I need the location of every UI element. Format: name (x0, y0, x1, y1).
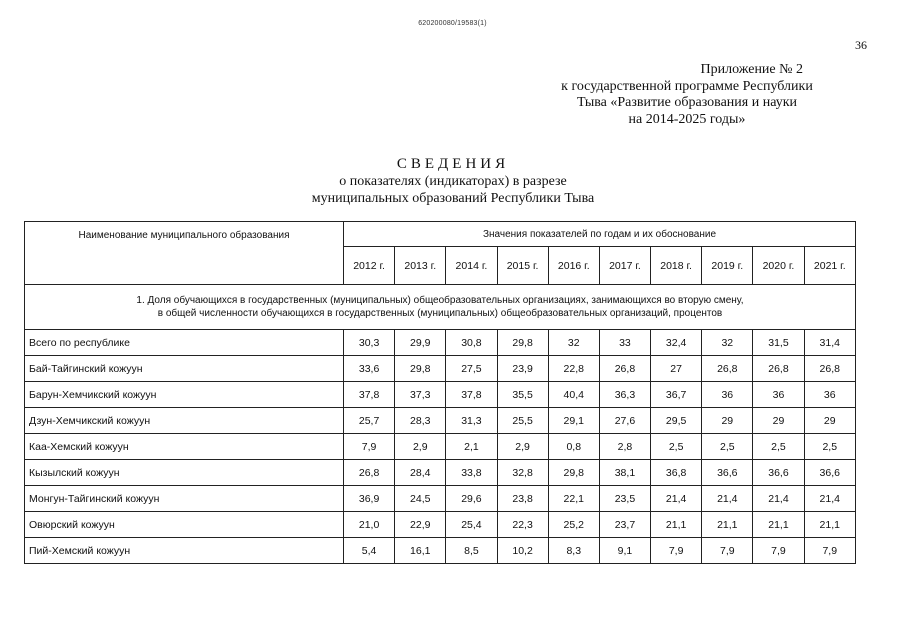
table-row (25, 460, 856, 486)
table-row (25, 538, 856, 564)
value-cell: 2,5 (651, 434, 702, 460)
value-cell: 32,8 (497, 460, 548, 486)
value-cell: 27,5 (446, 356, 497, 382)
value-cell: 7,9 (804, 538, 855, 564)
year-header: 2018 г. (651, 247, 702, 285)
value-cell: 22,1 (548, 486, 599, 512)
value-cell: 29 (702, 408, 753, 434)
value-cell: 27,6 (599, 408, 650, 434)
value-cell: 36,8 (651, 460, 702, 486)
value-cell: 5,4 (344, 538, 395, 564)
indicators-table (24, 221, 856, 564)
value-cell: 2,9 (395, 434, 446, 460)
value-cell: 8,5 (446, 538, 497, 564)
value-cell: 30,3 (344, 330, 395, 356)
value-cell: 2,5 (753, 434, 804, 460)
municipality-name: Барун-Хемчикский кожуун (25, 382, 344, 408)
heading-line: муниципальных образований Республики Тыва (311, 191, 595, 206)
value-cell: 38,1 (599, 460, 650, 486)
value-cell: 32,4 (651, 330, 702, 356)
heading-line: о показателях (индикаторах) в разрезе (339, 174, 567, 189)
value-cell: 21,4 (651, 486, 702, 512)
year-header: 2019 г. (702, 247, 753, 285)
value-cell: 37,8 (344, 382, 395, 408)
value-cell: 2,8 (599, 434, 650, 460)
value-cell: 26,8 (599, 356, 650, 382)
value-cell: 22,8 (548, 356, 599, 382)
section-row (25, 285, 856, 330)
year-header: 2021 г. (804, 247, 855, 285)
value-cell: 0,8 (548, 434, 599, 460)
table-row (25, 512, 856, 538)
value-cell: 2,9 (497, 434, 548, 460)
appendix-line: Тыва «Развитие образования и науки (577, 95, 797, 110)
appendix-block (517, 62, 857, 128)
municipality-name: Овюрский кожуун (25, 512, 344, 538)
table-row (25, 408, 856, 434)
value-cell: 21,1 (651, 512, 702, 538)
section-line: в общей численности обучающихся в государственных (муниципальных) общеобразовательных организаций, процентов (157, 308, 723, 319)
year-header: 2012 г. (344, 247, 395, 285)
value-cell: 36 (702, 382, 753, 408)
section-line: 1. Доля обучающихся в государственных (муниципальных) общеобразовательных организациях, занимающихся во вторую смену, (136, 295, 744, 306)
value-cell: 7,9 (344, 434, 395, 460)
year-header: 2015 г. (497, 247, 548, 285)
value-cell: 31,3 (446, 408, 497, 434)
value-cell: 21,1 (804, 512, 855, 538)
value-cell: 35,5 (497, 382, 548, 408)
value-cell: 33,6 (344, 356, 395, 382)
value-cell: 29,9 (395, 330, 446, 356)
year-header: 2020 г. (753, 247, 804, 285)
value-cell: 2,5 (804, 434, 855, 460)
value-cell: 24,5 (395, 486, 446, 512)
value-cell: 36 (804, 382, 855, 408)
value-cell: 21,4 (753, 486, 804, 512)
value-cell: 31,5 (753, 330, 804, 356)
value-cell: 40,4 (548, 382, 599, 408)
value-cell: 25,5 (497, 408, 548, 434)
table-row (25, 330, 856, 356)
value-cell: 28,3 (395, 408, 446, 434)
value-cell: 2,1 (446, 434, 497, 460)
value-cell: 26,8 (702, 356, 753, 382)
appendix-line: на 2014-2025 годы» (628, 111, 746, 127)
page-number: 36 (855, 38, 867, 52)
table-row (25, 434, 856, 460)
value-cell: 7,9 (651, 538, 702, 564)
year-header: 2013 г. (395, 247, 446, 285)
value-cell: 28,4 (395, 460, 446, 486)
value-cell: 23,9 (497, 356, 548, 382)
municipality-name: Кызылский кожуун (25, 460, 344, 486)
section-caption (25, 285, 856, 330)
value-cell: 29,8 (548, 460, 599, 486)
value-cell: 29,8 (497, 330, 548, 356)
value-cell: 26,8 (804, 356, 855, 382)
value-cell: 16,1 (395, 538, 446, 564)
value-cell: 21,1 (702, 512, 753, 538)
value-cell: 29 (804, 408, 855, 434)
value-cell: 29,6 (446, 486, 497, 512)
value-cell: 29,8 (395, 356, 446, 382)
value-cell: 36,6 (804, 460, 855, 486)
value-cell: 26,8 (344, 460, 395, 486)
value-cell: 29 (753, 408, 804, 434)
value-cell: 36,6 (753, 460, 804, 486)
value-cell: 21,1 (753, 512, 804, 538)
value-cell: 2,5 (702, 434, 753, 460)
municipality-name: Всего по республике (25, 330, 344, 356)
value-cell: 22,3 (497, 512, 548, 538)
value-cell: 29,1 (548, 408, 599, 434)
document-id: 620200080/19583(1) (418, 20, 487, 27)
value-cell: 23,5 (599, 486, 650, 512)
municipality-name: Пий-Хемский кожуун (25, 538, 344, 564)
value-cell: 21,0 (344, 512, 395, 538)
municipality-name: Каа-Хемский кожуун (25, 434, 344, 460)
value-cell: 36,9 (344, 486, 395, 512)
value-cell: 32 (702, 330, 753, 356)
municipality-name: Монгун-Тайгинский кожуун (25, 486, 344, 512)
value-cell: 36,7 (651, 382, 702, 408)
value-cell: 33,8 (446, 460, 497, 486)
value-cell: 23,8 (497, 486, 548, 512)
value-cell: 26,8 (753, 356, 804, 382)
value-cell: 33 (599, 330, 650, 356)
value-cell: 9,1 (599, 538, 650, 564)
table-row (25, 382, 856, 408)
value-cell: 36 (753, 382, 804, 408)
name-column-header: Наименование муниципального образования (25, 222, 344, 285)
heading-title: СВЕДЕНИЯ (396, 156, 510, 172)
table-row (25, 356, 856, 382)
value-cell: 36,3 (599, 382, 650, 408)
value-cell: 7,9 (702, 538, 753, 564)
value-cell: 37,8 (446, 382, 497, 408)
appendix-line: к государственной программе Республики (561, 78, 813, 94)
year-header: 2014 г. (446, 247, 497, 285)
value-cell: 31,4 (804, 330, 855, 356)
municipality-name: Бай-Тайгинский кожуун (25, 356, 344, 382)
document-heading (270, 156, 636, 207)
year-header: 2017 г. (599, 247, 650, 285)
value-cell: 32 (548, 330, 599, 356)
value-cell: 37,3 (395, 382, 446, 408)
value-cell: 22,9 (395, 512, 446, 538)
value-cell: 29,5 (651, 408, 702, 434)
value-cell: 21,4 (804, 486, 855, 512)
value-cell: 27 (651, 356, 702, 382)
values-column-header: Значения показателей по годам и их обоснование (344, 222, 856, 247)
value-cell: 7,9 (753, 538, 804, 564)
value-cell: 21,4 (702, 486, 753, 512)
year-header: 2016 г. (548, 247, 599, 285)
appendix-line: Приложение № 2 (700, 62, 803, 77)
value-cell: 30,8 (446, 330, 497, 356)
table-row (25, 486, 856, 512)
table-body (25, 285, 856, 564)
value-cell: 23,7 (599, 512, 650, 538)
municipality-name: Дзун-Хемчикский кожуун (25, 408, 344, 434)
value-cell: 36,6 (702, 460, 753, 486)
value-cell: 25,2 (548, 512, 599, 538)
value-cell: 25,4 (446, 512, 497, 538)
value-cell: 8,3 (548, 538, 599, 564)
value-cell: 25,7 (344, 408, 395, 434)
value-cell: 10,2 (497, 538, 548, 564)
